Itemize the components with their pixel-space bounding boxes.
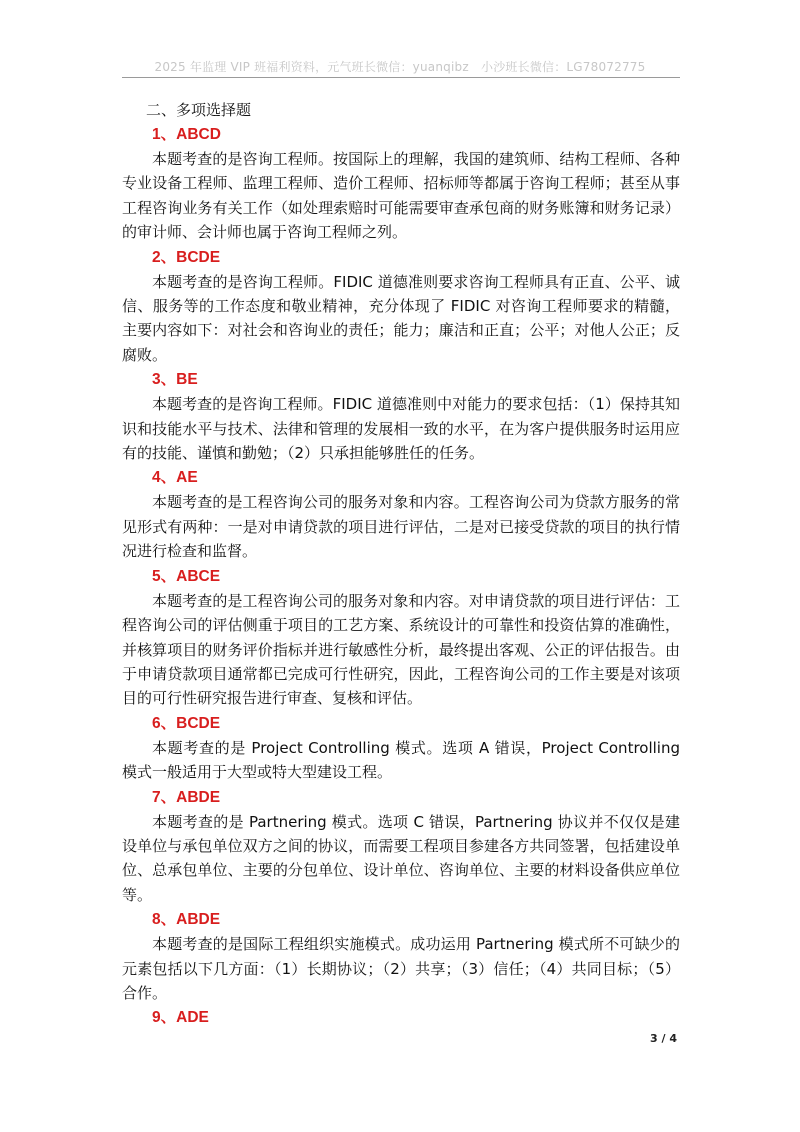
page-header: 2025 年监理 VIP 班福利资料，元气班长微信：yuanqibz 小沙班长微信：LG78072775 [154,60,646,74]
question-item-5 [122,564,680,711]
answer-label: 7、ABDE [152,788,221,806]
answer-label: 1、ABCD [152,126,221,143]
question-item-1 [122,122,680,245]
question-item-7 [122,785,680,908]
explanation-text: 本题考查的是咨询工程师。按国际上的理解，我国的建筑师、结构工程师、各种专业设备工程师、监理工程师、造价工程师、招标师等都属于咨询工程师；甚至从事工程咨询业务有关工作（如处理索赔时可能需要审查承包商的财务账簿和财务记录）的审计师、会计师也属于咨询工程师之列。 [122,150,680,242]
answer-label: 6、BCDE [152,714,221,732]
explanation-text: 本题考查的是工程咨询公司的服务对象和内容。工程咨询公司为贷款方服务的常见形式有两种：一是对申请贷款的项目进行评估，二是对已接受贷款的项目的执行情况进行检查和监督。 [122,493,680,561]
header-divider [122,77,680,78]
answer-label: 9、ADE [152,1009,209,1027]
answer-label: 8、ABDE [152,911,221,929]
question-item-8 [122,907,680,1005]
answer-label: 4、AE [152,469,198,487]
page-number: 3 / 4 [650,1032,677,1045]
answer-label: 5、ABCE [152,567,221,585]
document-body [122,98,680,1030]
answer-label: 2、BCDE [152,248,221,266]
question-item-2 [122,245,680,368]
question-item-6 [122,711,680,785]
explanation-text: 本题考查的是咨询工程师。FIDIC 道德准则要求咨询工程师具有正直、公平、诚信、服务等的工作态度和敬业精神，充分体现了 FIDIC 对咨询工程师要求的精髓，主要内容如下：对社会和咨询业的责任；能力；廉洁和正直；公平；对他人公正；反腐败。 [122,272,680,364]
explanation-text: 本题考查的是咨询工程师。FIDIC 道德准则中对能力的要求包括：（1）保持其知识和技能水平与技术、法律和管理的发展相一致的水平，在为客户提供服务时运用应有的技能、谨慎和勤勉；（2）只承担能够胜任的任务。 [122,395,680,463]
question-item-9 [122,1005,680,1030]
question-item-3 [122,367,680,465]
answer-label: 3、BE [152,371,198,389]
explanation-text: 本题考查的是 Partnering 模式。选项 C 错误，Partnering 协议并不仅仅是建设单位与承包单位双方之间的协议，而需要工程项目参建各方共同签署，包括建设单位、总承包单位、主要的分包单位、设计单位、咨询单位、主要的材料设备供应单位等。 [122,812,680,904]
question-item-4 [122,465,680,563]
explanation-text: 本题考查的是 Project Controlling 模式。选项 A 错误，Project Controlling 模式一般适用于大型或特大型建设工程。 [122,738,680,782]
section-title: 二、多项选择题 [146,101,252,119]
explanation-text: 本题考查的是工程咨询公司的服务对象和内容。对申请贷款的项目进行评估：工程咨询公司的评估侧重于项目的工艺方案、系统设计的可靠性和投资估算的准确性，并核算项目的财务评价指标并进行敏感性分析，最终提出客观、公正的评估报告。由于申请贷款项目通常都已完成可行性研究，因此，工程咨询公司的工作主要是对该项目的可行性研究报告进行审查、复核和评估。 [122,591,680,708]
explanation-text: 本题考查的是国际工程组织实施模式。成功运用 Partnering 模式所不可缺少的元素包括以下几方面：（1）长期协议；（2）共享；（3）信任；（4）共同目标；（5）合作。 [122,935,680,1002]
